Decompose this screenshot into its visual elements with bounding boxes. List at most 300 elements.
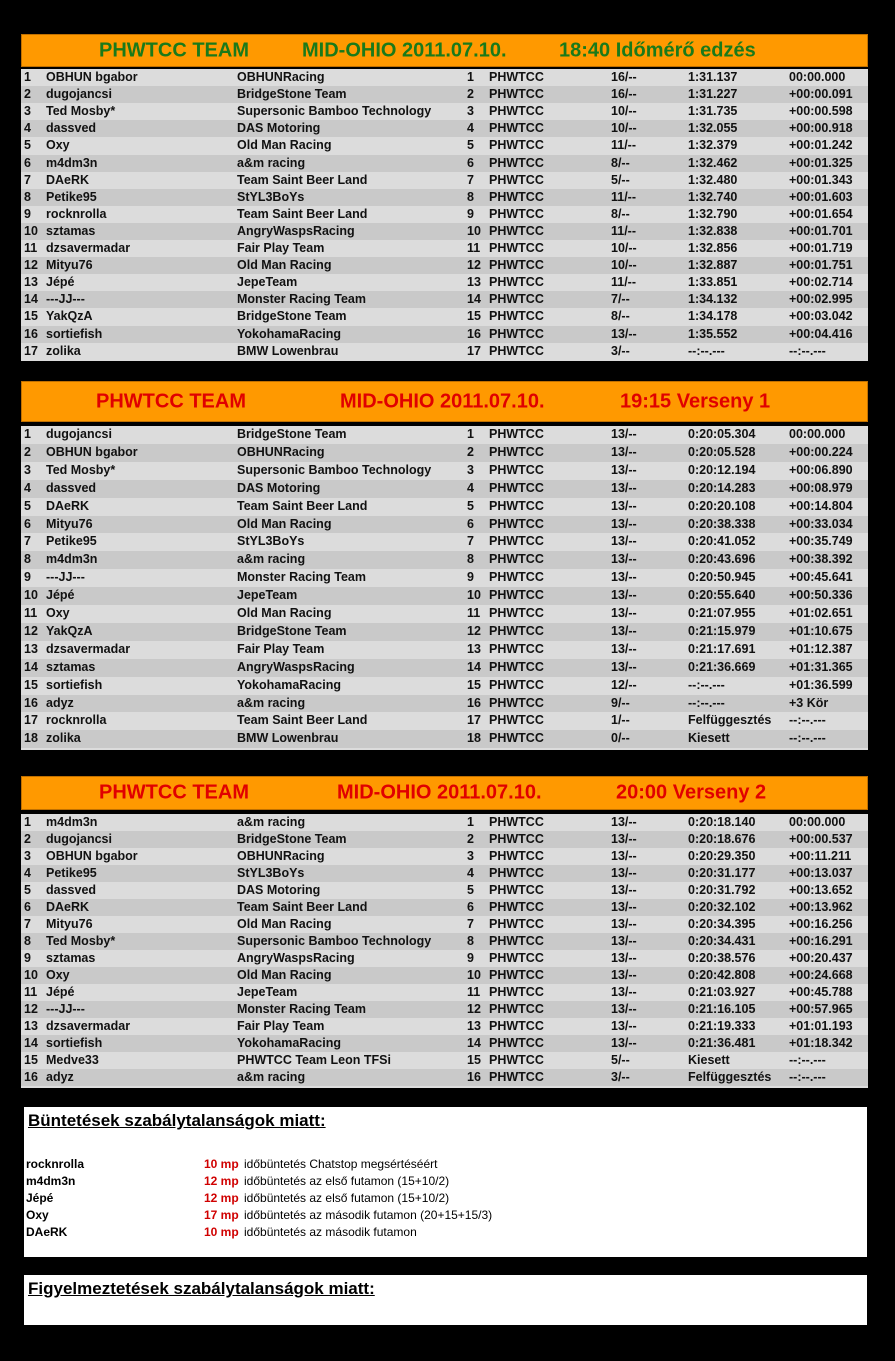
table-row [21,569,868,587]
gap-cell: +00:02.714 [789,275,853,290]
time-cell: 0:21:36.669 [688,659,756,674]
gap-cell: +00:13.037 [789,866,853,880]
car-number-cell: 7 [467,917,474,931]
driver-name-cell: sztamas [46,659,96,674]
header-event: MID-OHIO 2011.07.10. [340,390,545,412]
table-row [21,933,868,950]
driver-name-cell: m4dm3n [46,155,98,170]
team-name-cell: JepeTeam [237,985,298,999]
car-number-cell: 7 [467,172,474,187]
gap-cell: +00:50.336 [789,588,853,603]
laps-cell: 13/-- [611,552,637,567]
club-cell: PHWTCC [489,241,544,255]
table-row [21,172,868,189]
team-name-cell: BMW Lowenbrau [237,731,339,746]
table-row [21,587,868,605]
position-cell: 11 [24,606,38,620]
table-row [21,444,868,462]
club-cell: PHWTCC [489,138,544,153]
warnings-title: Figyelmeztetések szabálytalanságok miatt: [28,1279,375,1298]
laps-cell: 13/-- [611,900,637,914]
gap-cell: --:--.--- [789,1053,826,1067]
driver-name-cell: Oxy [46,968,70,982]
driver-name-cell: Jépé [46,985,75,999]
laps-cell: 11/-- [611,275,637,290]
position-cell: 4 [24,480,31,495]
driver-name-cell: Ted Mosby* [46,934,116,948]
laps-cell: 13/-- [611,866,637,880]
team-name-cell: a&m racing [237,1070,306,1084]
driver-name-cell: Mityu76 [46,917,93,931]
position-cell: 14 [24,292,38,307]
driver-name-cell: ---JJ--- [46,570,85,585]
penalty-description: időbüntetés az második futamon (20+15+15/3) [244,1208,493,1222]
team-name-cell: Fair Play Team [237,241,325,255]
laps-cell: 13/-- [611,326,637,341]
table-row [21,814,868,831]
car-number-cell: 9 [467,206,474,221]
position-cell: 7 [24,534,31,549]
team-name-cell: Old Man Racing [237,258,332,273]
car-number-cell: 4 [467,121,474,136]
penalty-driver: m4dm3n [26,1174,76,1188]
car-number-cell: 2 [467,444,474,459]
position-cell: 12 [24,1002,38,1016]
time-cell: 1:35.552 [688,326,738,341]
team-name-cell: DAS Motoring [237,883,321,897]
laps-cell: 13/-- [611,427,637,441]
team-name-cell: JepeTeam [237,588,298,603]
team-name-cell: Monster Racing Team [237,570,366,585]
time-cell: 1:32.740 [688,189,738,204]
table-row [21,155,868,172]
gap-cell: +00:01.603 [789,189,853,204]
club-cell: PHWTCC [489,275,544,290]
club-cell: PHWTCC [489,189,544,204]
car-number-cell: 10 [467,588,481,603]
car-number-cell: 3 [467,849,474,863]
driver-name-cell: rocknrolla [46,713,107,728]
car-number-cell: 7 [467,534,474,549]
position-cell: 3 [24,104,31,119]
position-cell: 12 [24,258,38,273]
club-cell: PHWTCC [489,641,544,656]
driver-name-cell: rocknrolla [46,206,107,221]
gap-cell: +00:03.042 [789,309,853,324]
time-cell: 0:21:19.333 [688,1019,756,1033]
table-row [21,1018,868,1035]
gap-cell: +3 Kör [789,695,829,710]
table-row [21,1035,868,1052]
club-cell: PHWTCC [489,659,544,674]
position-cell: 1 [24,815,31,829]
header-event: MID-OHIO 2011.07.10. [302,39,507,61]
results-section-race-1 [21,381,868,750]
driver-name-cell: Ted Mosby* [46,104,116,119]
club-cell: PHWTCC [489,552,544,567]
gap-cell: --:--.--- [789,731,826,746]
club-cell: PHWTCC [489,588,544,603]
laps-cell: 13/-- [611,1002,637,1016]
laps-cell: 13/-- [611,659,637,674]
laps-cell: 1/-- [611,713,630,728]
team-name-cell: OBHUNRacing [237,849,325,863]
gap-cell: +00:01.343 [789,172,853,187]
time-cell: 0:20:12.194 [688,462,756,477]
time-cell: 1:32.462 [688,155,738,170]
position-cell: 6 [24,155,31,170]
car-number-cell: 5 [467,138,474,153]
table-row [21,605,868,623]
driver-name-cell: Petike95 [46,866,97,880]
driver-name-cell: Petike95 [46,534,97,549]
club-cell: PHWTCC [489,498,544,513]
car-number-cell: 1 [467,427,474,441]
team-name-cell: Monster Racing Team [237,292,366,307]
table-row [21,498,868,516]
results-table [21,69,868,361]
laps-cell: 10/-- [611,104,637,119]
club-cell: PHWTCC [489,900,544,914]
table-row [21,967,868,984]
car-number-cell: 13 [467,1019,481,1033]
penalty-driver: Oxy [26,1208,49,1222]
position-cell: 17 [24,713,38,728]
team-name-cell: OBHUNRacing [237,70,325,84]
car-number-cell: 3 [467,104,474,119]
time-cell: 1:34.132 [688,292,738,307]
club-cell: PHWTCC [489,849,544,863]
gap-cell: +00:38.392 [789,552,853,567]
laps-cell: 8/-- [611,155,630,170]
gap-cell: +00:01.751 [789,258,853,273]
position-cell: 13 [24,275,38,290]
laps-cell: 8/-- [611,309,630,324]
club-cell: PHWTCC [489,968,544,982]
table-row [21,206,868,223]
car-number-cell: 9 [467,570,474,585]
driver-name-cell: adyz [46,695,74,710]
gap-cell: +00:35.749 [789,534,853,549]
team-name-cell: Old Man Racing [237,917,332,931]
laps-cell: 13/-- [611,462,637,477]
team-name-cell: StYL3BoYs [237,189,305,204]
time-cell: 0:20:42.808 [688,968,756,982]
car-number-cell: 11 [467,241,481,255]
team-name-cell: BridgeStone Team [237,427,347,441]
time-cell: Kiesett [688,1053,730,1067]
position-cell: 7 [24,172,31,187]
position-cell: 10 [24,968,38,982]
driver-name-cell: Mityu76 [46,258,93,273]
driver-name-cell: Oxy [46,138,70,153]
gap-cell: +00:08.979 [789,480,853,495]
driver-name-cell: sztamas [46,951,96,965]
laps-cell: 13/-- [611,516,637,531]
laps-cell: 13/-- [611,480,637,495]
laps-cell: 13/-- [611,968,637,982]
driver-name-cell: OBHUN bgabor [46,849,138,863]
laps-cell: 16/-- [611,70,637,84]
club-cell: PHWTCC [489,677,544,692]
header-session: 19:15 Verseny 1 [620,390,771,412]
gap-cell: +00:01.701 [789,223,853,238]
club-cell: PHWTCC [489,309,544,324]
club-cell: PHWTCC [489,516,544,531]
gap-cell: +00:00.224 [789,444,853,459]
position-cell: 7 [24,917,31,931]
club-cell: PHWTCC [489,866,544,880]
table-row [21,659,868,677]
gap-cell: +00:01.325 [789,155,853,170]
driver-name-cell: dugojancsi [46,87,112,102]
time-cell: --:--.--- [688,343,725,358]
club-cell: PHWTCC [489,951,544,965]
laps-cell: 0/-- [611,731,630,746]
club-cell: PHWTCC [489,427,544,441]
position-cell: 17 [24,343,38,358]
gap-cell: +01:01.193 [789,1019,853,1033]
position-cell: 14 [24,659,38,674]
team-name-cell: a&m racing [237,155,306,170]
driver-name-cell: Mityu76 [46,516,93,531]
time-cell: 1:31.227 [688,87,738,102]
penalty-description: időbüntetés az első futamon (15+10/2) [244,1191,450,1205]
car-number-cell: 2 [467,832,474,846]
team-name-cell: YokohamaRacing [237,326,341,341]
header-team: PHWTCC TEAM [99,39,249,61]
laps-cell: 13/-- [611,498,637,513]
time-cell: 1:33.851 [688,275,738,290]
driver-name-cell: Ted Mosby* [46,462,116,477]
penalty-description: időbüntetés Chatstop megsértéséért [244,1157,438,1171]
laps-cell: 13/-- [611,849,637,863]
gap-cell: +01:12.387 [789,641,853,656]
club-cell: PHWTCC [489,480,544,495]
table-row [21,623,868,641]
club-cell: PHWTCC [489,70,544,84]
club-cell: PHWTCC [489,985,544,999]
time-cell: 0:21:15.979 [688,623,756,638]
driver-name-cell: dassved [46,883,97,897]
table-row [21,426,868,444]
driver-name-cell: DAeRK [46,498,90,513]
table-row [21,137,868,154]
penalty-description: időbüntetés az második futamon [244,1225,417,1239]
laps-cell: 13/-- [611,444,637,459]
car-number-cell: 14 [467,292,481,307]
driver-name-cell: sztamas [46,223,96,238]
position-cell: 6 [24,516,31,531]
laps-cell: 9/-- [611,695,630,710]
position-cell: 3 [24,849,31,863]
gap-cell: +00:20.437 [789,951,853,965]
driver-name-cell: sortiefish [46,1036,103,1050]
time-cell: 0:20:50.945 [688,570,756,585]
laps-cell: 13/-- [611,606,637,620]
position-cell: 16 [24,326,38,341]
laps-cell: 13/-- [611,832,637,846]
table-row [21,257,868,274]
time-cell: 1:31.735 [688,104,738,119]
position-cell: 5 [24,883,31,897]
driver-name-cell: Medve33 [46,1053,99,1067]
time-cell: 1:32.838 [688,223,738,238]
position-cell: 11 [24,985,38,999]
team-name-cell: Old Man Racing [237,606,332,620]
time-cell: 1:32.379 [688,138,738,153]
driver-name-cell: DAeRK [46,900,90,914]
club-cell: PHWTCC [489,623,544,638]
club-cell: PHWTCC [489,104,544,119]
table-row [21,69,868,86]
car-number-cell: 4 [467,866,474,880]
table-row [21,291,868,308]
position-cell: 13 [24,1019,38,1033]
team-name-cell: BridgeStone Team [237,623,347,638]
gap-cell: +00:14.804 [789,498,853,513]
club-cell: PHWTCC [489,206,544,221]
penalty-value: 10 mp [204,1157,239,1171]
position-cell: 4 [24,121,31,136]
table-row [21,730,868,748]
club-cell: PHWTCC [489,292,544,307]
driver-name-cell: m4dm3n [46,552,98,567]
laps-cell: 12/-- [611,677,637,692]
position-cell: 2 [24,444,31,459]
time-cell: 0:20:31.177 [688,866,756,880]
table-row [21,223,868,240]
time-cell: Kiesett [688,731,730,746]
time-cell: 0:20:38.576 [688,951,756,965]
table-row [21,641,868,659]
club-cell: PHWTCC [489,121,544,136]
laps-cell: 13/-- [611,588,637,603]
gap-cell: +00:13.652 [789,883,853,897]
team-name-cell: Team Saint Beer Land [237,900,368,914]
table-row [21,189,868,206]
team-name-cell: Team Saint Beer Land [237,172,368,187]
team-name-cell: Supersonic Bamboo Technology [237,462,432,477]
time-cell: 0:21:07.955 [688,606,756,620]
results-section-race-2 [21,776,868,1088]
gap-cell: +00:00.537 [789,832,853,846]
time-cell: 0:20:14.283 [688,480,756,495]
car-number-cell: 5 [467,498,474,513]
gap-cell: +00:45.788 [789,985,853,999]
gap-cell: +00:16.291 [789,934,853,948]
club-cell: PHWTCC [489,1053,544,1067]
driver-name-cell: sortiefish [46,677,103,692]
position-cell: 13 [24,641,38,656]
car-number-cell: 11 [467,606,481,620]
header-event: MID-OHIO 2011.07.10. [337,781,542,804]
team-name-cell: BMW Lowenbrau [237,343,339,358]
table-row [21,1001,868,1018]
club-cell: PHWTCC [489,883,544,897]
section-header [21,381,868,422]
time-cell: 0:20:29.350 [688,849,756,863]
gap-cell: +00:57.965 [789,1002,853,1016]
section-header [21,776,868,810]
team-name-cell: YokohamaRacing [237,1036,341,1050]
time-cell: 0:21:03.927 [688,985,756,999]
table-row [21,274,868,291]
laps-cell: 8/-- [611,206,630,221]
laps-cell: 11/-- [611,223,637,238]
position-cell: 8 [24,934,31,948]
gap-cell: +00:01.719 [789,241,853,255]
table-row [21,865,868,882]
laps-cell: 13/-- [611,815,637,829]
driver-name-cell: zolika [46,731,81,746]
position-cell: 16 [24,695,38,710]
gap-cell: +00:04.416 [789,326,853,341]
car-number-cell: 6 [467,516,474,531]
team-name-cell: DAS Motoring [237,480,321,495]
gap-cell: +00:02.995 [789,292,853,307]
position-cell: 8 [24,552,31,567]
car-number-cell: 16 [467,695,481,710]
driver-name-cell: Petike95 [46,189,97,204]
time-cell: 0:20:18.140 [688,815,756,829]
gap-cell: +01:10.675 [789,623,853,638]
position-cell: 2 [24,832,31,846]
team-name-cell: AngryWaspsRacing [237,659,355,674]
team-name-cell: a&m racing [237,695,306,710]
laps-cell: 3/-- [611,1070,630,1084]
driver-name-cell: dzsavermadar [46,241,131,255]
time-cell: 1:32.480 [688,172,738,187]
car-number-cell: 8 [467,189,474,204]
position-cell: 11 [24,241,38,255]
team-name-cell: BridgeStone Team [237,87,347,102]
position-cell: 1 [24,427,31,441]
position-cell: 8 [24,189,31,204]
club-cell: PHWTCC [489,258,544,273]
car-number-cell: 1 [467,815,474,829]
club-cell: PHWTCC [489,155,544,170]
car-number-cell: 14 [467,1036,481,1050]
driver-name-cell: dzsavermadar [46,1019,131,1033]
team-name-cell: AngryWaspsRacing [237,223,355,238]
gap-cell: +00:13.962 [789,900,853,914]
table-row [21,984,868,1001]
club-cell: PHWTCC [489,343,544,358]
position-cell: 18 [24,731,38,746]
table-row [21,831,868,848]
car-number-cell: 12 [467,258,481,273]
time-cell: 1:32.856 [688,241,738,255]
team-name-cell: Old Man Racing [237,138,332,153]
driver-name-cell: YakQzA [46,309,93,324]
laps-cell: 13/-- [611,934,637,948]
position-cell: 12 [24,623,38,638]
position-cell: 15 [24,677,38,692]
time-cell: 0:21:36.481 [688,1036,756,1050]
club-cell: PHWTCC [489,917,544,931]
laps-cell: 13/-- [611,570,637,585]
table-row [21,848,868,865]
laps-cell: 5/-- [611,172,630,187]
penalties-box [24,1107,867,1257]
team-name-cell: Old Man Racing [237,516,332,531]
team-name-cell: Supersonic Bamboo Technology [237,104,432,119]
table-row [21,462,868,480]
gap-cell: +01:18.342 [789,1036,853,1050]
table-row [21,326,868,343]
table-row [21,103,868,120]
